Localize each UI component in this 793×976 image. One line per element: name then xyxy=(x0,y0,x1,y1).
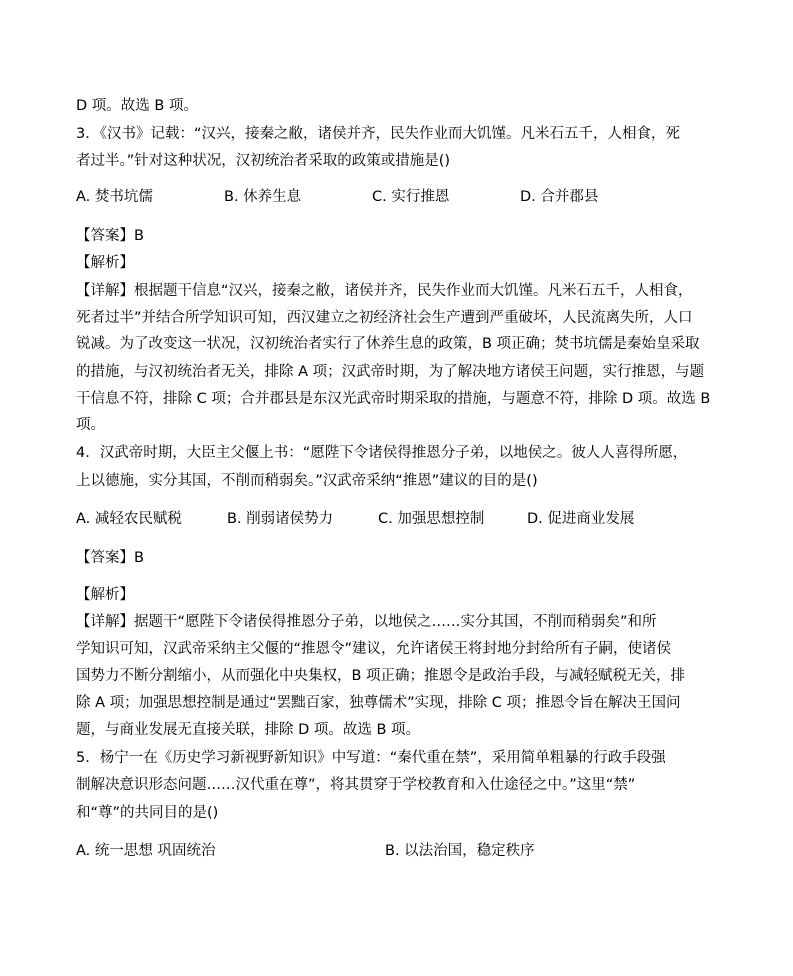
q4-analysis-line: 【详解】据题干“愿陛下令诸侯得推恩分子弟，以地侯之……实分其国，不削而稍弱矣”和所 xyxy=(76,614,657,630)
q3-analysis-line: 干信息不符，排除 C 项；合并郡县是东汉光武帝时期采取的措施，与题意不符，排除 D 项。故选 B xyxy=(76,391,711,407)
q4-analysis-line: 学知识可知，汉武帝采纳主父偃的“推恩令”建议，允许诸侯王将封地分封给所有子嗣，使诸侯 xyxy=(76,641,672,657)
q4-option-c: C. 加强思想控制 xyxy=(378,511,485,527)
q4-answer: 【答案】B xyxy=(76,550,144,566)
text-line: D 项。故选 B 项。 xyxy=(76,98,198,114)
question-4-stem: 4．汉武帝时期，大臣主父偃上书：“愿陛下令诸侯得推恩分子弟，以地侯之。彼人人喜得所愿， xyxy=(76,445,688,461)
q5-option-a: A. 统一思想 巩固统治 xyxy=(76,843,216,859)
question-5-stem-cont: 制解决意识形态问题……汉代重在尊”，将其贯穿于学校教育和入仕途径之中。”这里“禁” xyxy=(76,777,636,793)
q4-option-d: D. 促进商业发展 xyxy=(527,511,635,527)
q4-option-b: B. 削弱诸侯势力 xyxy=(227,511,334,527)
question-5-stem: 5．杨宁一在《历史学习新视野新知识》中写道：“秦代重在禁”，采用简单粗暴的行政手段强 xyxy=(76,750,666,766)
question-3-stem: 3．《汉书》记载：“汉兴，接秦之敝，诸侯并齐，民失作业而大饥馑。凡米石五千，人相食，死 xyxy=(76,126,680,142)
q3-option-c: C. 实行推恩 xyxy=(372,189,450,205)
q3-option-d: D. 合并郡县 xyxy=(520,189,599,205)
q3-analysis-heading: 【解析】 xyxy=(76,255,134,271)
q3-option-b: B. 休养生息 xyxy=(224,189,302,205)
q4-analysis-line: 除 A 项；加强思想控制是通过“罢黜百家，独尊儒术”实现，排除 C 项；推恩令旨在解决王国问 xyxy=(76,695,681,711)
q5-option-b: B. 以法治国，稳定秩序 xyxy=(385,843,535,859)
q4-analysis-heading: 【解析】 xyxy=(76,587,134,603)
q3-analysis-line: 【详解】根据题干信息“汉兴，接秦之敝，诸侯并齐，民失作业而大饥馑。凡米石五千，人相食， xyxy=(76,283,693,299)
q4-option-a: A. 减轻农民赋税 xyxy=(76,511,182,527)
q4-analysis-line: 国势力不断分割缩小，从而强化中央集权，B 项正确；推恩令是政治手段，与减轻赋税无关，排 xyxy=(76,668,686,684)
question-5-stem-cont: 和“尊”的共同目的是() xyxy=(76,805,219,821)
question-4-stem-cont: 上以德施，实分其国，不削而稍弱矣。”汉武帝采纳“推恩”建议的目的是() xyxy=(76,473,538,489)
q3-analysis-line: 项。 xyxy=(76,417,105,433)
q4-analysis-line: 题，与商业发展无直接关联，排除 D 项。故选 B 项。 xyxy=(76,722,421,738)
q3-option-a: A. 焚书坑儒 xyxy=(76,189,153,205)
question-3-stem-cont: 者过半。”针对这种状况，汉初统治者采取的政策或措施是() xyxy=(76,153,451,169)
q3-analysis-line: 锐减。为了改变这一状况，汉初统治者实行了休养生息的政策，B 项正确；焚书坑儒是秦始皇采取 xyxy=(76,336,700,352)
q3-answer: 【答案】B xyxy=(76,228,144,244)
q3-analysis-line: 死者过半”并结合所学知识可知，西汉建立之初经济社会生产遭到严重破坏，人民流离失所，人口 xyxy=(76,310,693,326)
q3-analysis-line: 的措施，与汉初统治者无关，排除 A 项；汉武帝时期，为了解决地方诸侯王问题，实行推恩，与题 xyxy=(76,364,705,380)
